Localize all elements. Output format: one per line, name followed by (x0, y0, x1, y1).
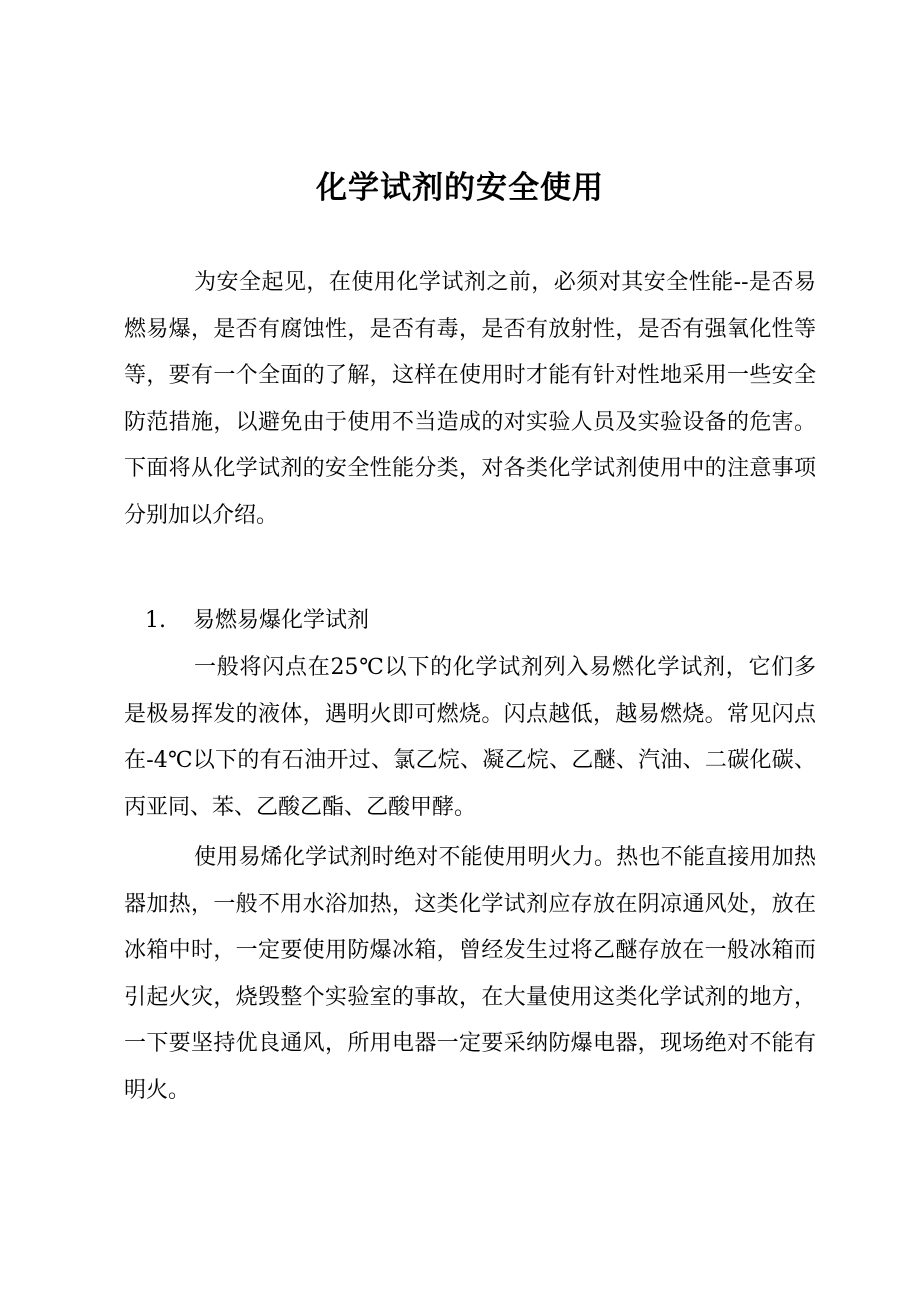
section-paragraph: 使用易烯化学试剂时绝对不能使用明火力。热也不能直接用加热器加热，一般不用水浴加热，这类化学试剂应存放在阴凉通风处，放在冰箱中时，一定要使用防爆冰箱，曾经发生过将乙醚存放在一般冰箱而引起火灾，烧毁整个实验室的事故，在大量使用这类化学试剂的地方，一下要坚持优良通风，所用电器一定要采纳防爆电器，现场绝对不能有明火。 (124, 845, 816, 1103)
section-paragraph: 一般将闪点在25℃以下的化学试剂列入易燃化学试剂，它们多是极易挥发的液体，遇明火即可燃烧。闪点越低，越易燃烧。常见闪点在-4℃以下的有石油开过、氯乙烷、凝乙烷、乙醚、汽油、二碳化碳、丙亚同、苯、乙酸乙酯、乙酸甲酵。 (124, 655, 816, 820)
page-title: 化学试剂的安全使用 (316, 170, 604, 206)
section-heading (145, 598, 369, 644)
intro-paragraph: 为安全起见，在使用化学试剂之前，必须对其安全性能--是否易燃易爆，是否有腐蚀性，是否有毒，是否有放射性，是否有强氧化性等等，要有一个全面的了解，这样在使用时才能有针对性地采用一些安全防范措施，以避免由于使用不当造成的对实验人员及实验设备的危害。下面将从化学试剂的安全性能分类，对各类化学试剂使用中的注意事项分别加以介绍。 (124, 270, 816, 528)
section-number: 1. (145, 608, 166, 633)
section-heading-text: 易燃易爆化学试剂 (193, 608, 370, 633)
